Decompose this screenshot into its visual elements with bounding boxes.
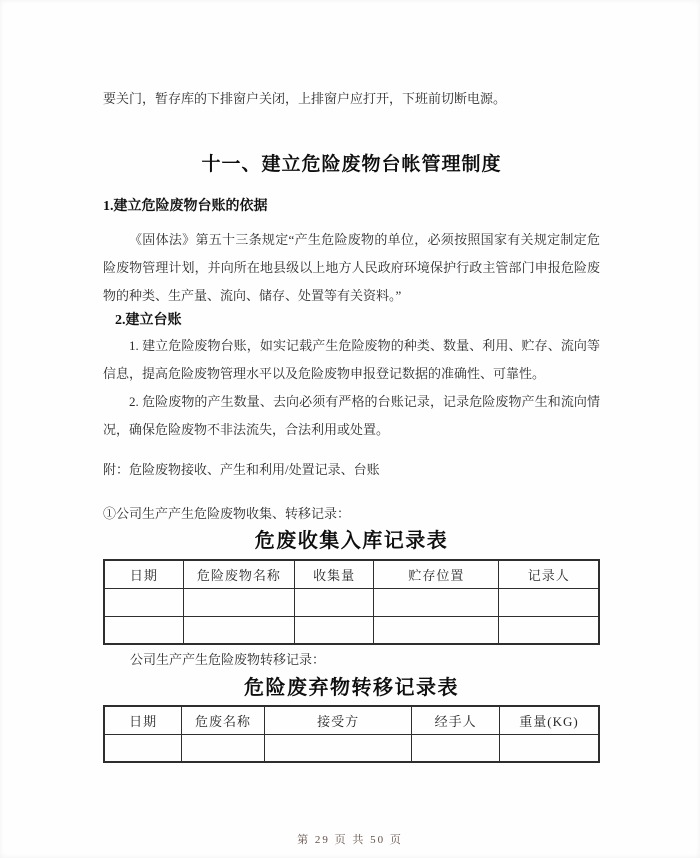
- section2-paragraph-2: 2. 危险废物的产生数量、去向必须有严格的台账记录，记录危险废物产生和流向情况，确保危险废物不非法流失，合法利用或处置。: [103, 394, 600, 437]
- empty-cell: [412, 734, 500, 762]
- empty-cell: [499, 588, 599, 616]
- empty-cell: [182, 734, 265, 762]
- table2-header-handler: 经手人: [412, 706, 500, 734]
- table2-header-weight: 重量(KG): [499, 706, 599, 734]
- table2-empty-row: [104, 734, 599, 762]
- empty-cell: [499, 616, 599, 644]
- table1-empty-row: [104, 616, 599, 644]
- table1-header-storage-location: 贮存位置: [374, 560, 499, 588]
- page-number: 第 29 页 共 50 页: [297, 834, 403, 846]
- section2-heading: 2.建立台账: [115, 313, 182, 328]
- record1-intro: ①公司生产产生危险废物收集、转移记录：: [103, 506, 351, 521]
- empty-cell: [104, 734, 182, 762]
- table1-header-collected-amount: 收集量: [295, 560, 374, 588]
- table1-header-row: [104, 560, 599, 588]
- table1-title: 危废收集入库记录表: [254, 530, 449, 552]
- empty-cell: [374, 588, 499, 616]
- empty-cell: [264, 734, 412, 762]
- empty-cell: [104, 616, 183, 644]
- empty-cell: [295, 616, 374, 644]
- table2-header-waste-name: 危废名称: [182, 706, 265, 734]
- table1-header-recorder: 记录人: [499, 560, 599, 588]
- record2-intro: 公司生产产生危险废物转移记录：: [130, 652, 326, 667]
- table2-header-date: 日期: [104, 706, 182, 734]
- empty-cell: [374, 616, 499, 644]
- transfer-record-table: [103, 705, 600, 763]
- section2-paragraph-1: 1. 建立危险废物台账，如实记载产生危险废物的种类、数量、利用、贮存、流向等信息，提高危险废物管理水平以及危险废物申报登记数据的准确性、可靠性。: [103, 338, 600, 381]
- page-content: [103, 0, 600, 763]
- empty-cell: [183, 588, 294, 616]
- section1-paragraph: 《固体法》第五十三条规定“产生危险废物的单位，必须按照国家有关规定制定危险废物管理计划，并向所在地县级以上地方人民政府环境保护行政主管部门申报危险废物的种类、生产量、流向、储存、处置等有关资料。”: [103, 232, 600, 303]
- table2-title: 危险废弃物转移记录表: [244, 677, 459, 699]
- attachment-note: 附：危险废物接收、产生和利用/处置记录、台账: [103, 462, 380, 477]
- table1-empty-row: [104, 588, 599, 616]
- empty-cell: [183, 616, 294, 644]
- empty-cell: [104, 588, 183, 616]
- collection-record-table: [103, 559, 600, 645]
- table1-header-waste-name: 危险废物名称: [183, 560, 294, 588]
- intro-paragraph: 要关门，暂存库的下排窗户关闭，上排窗户应打开，下班前切断电源。: [103, 91, 507, 106]
- document-title: 十一、建立危险废物台帐管理制度: [201, 154, 502, 175]
- section1-heading: 1.建立危险废物台账的依据: [103, 199, 268, 214]
- table2-header-receiver: 接受方: [264, 706, 412, 734]
- empty-cell: [295, 588, 374, 616]
- table2-header-row: [104, 706, 599, 734]
- table1-header-date: 日期: [104, 560, 183, 588]
- empty-cell: [499, 734, 599, 762]
